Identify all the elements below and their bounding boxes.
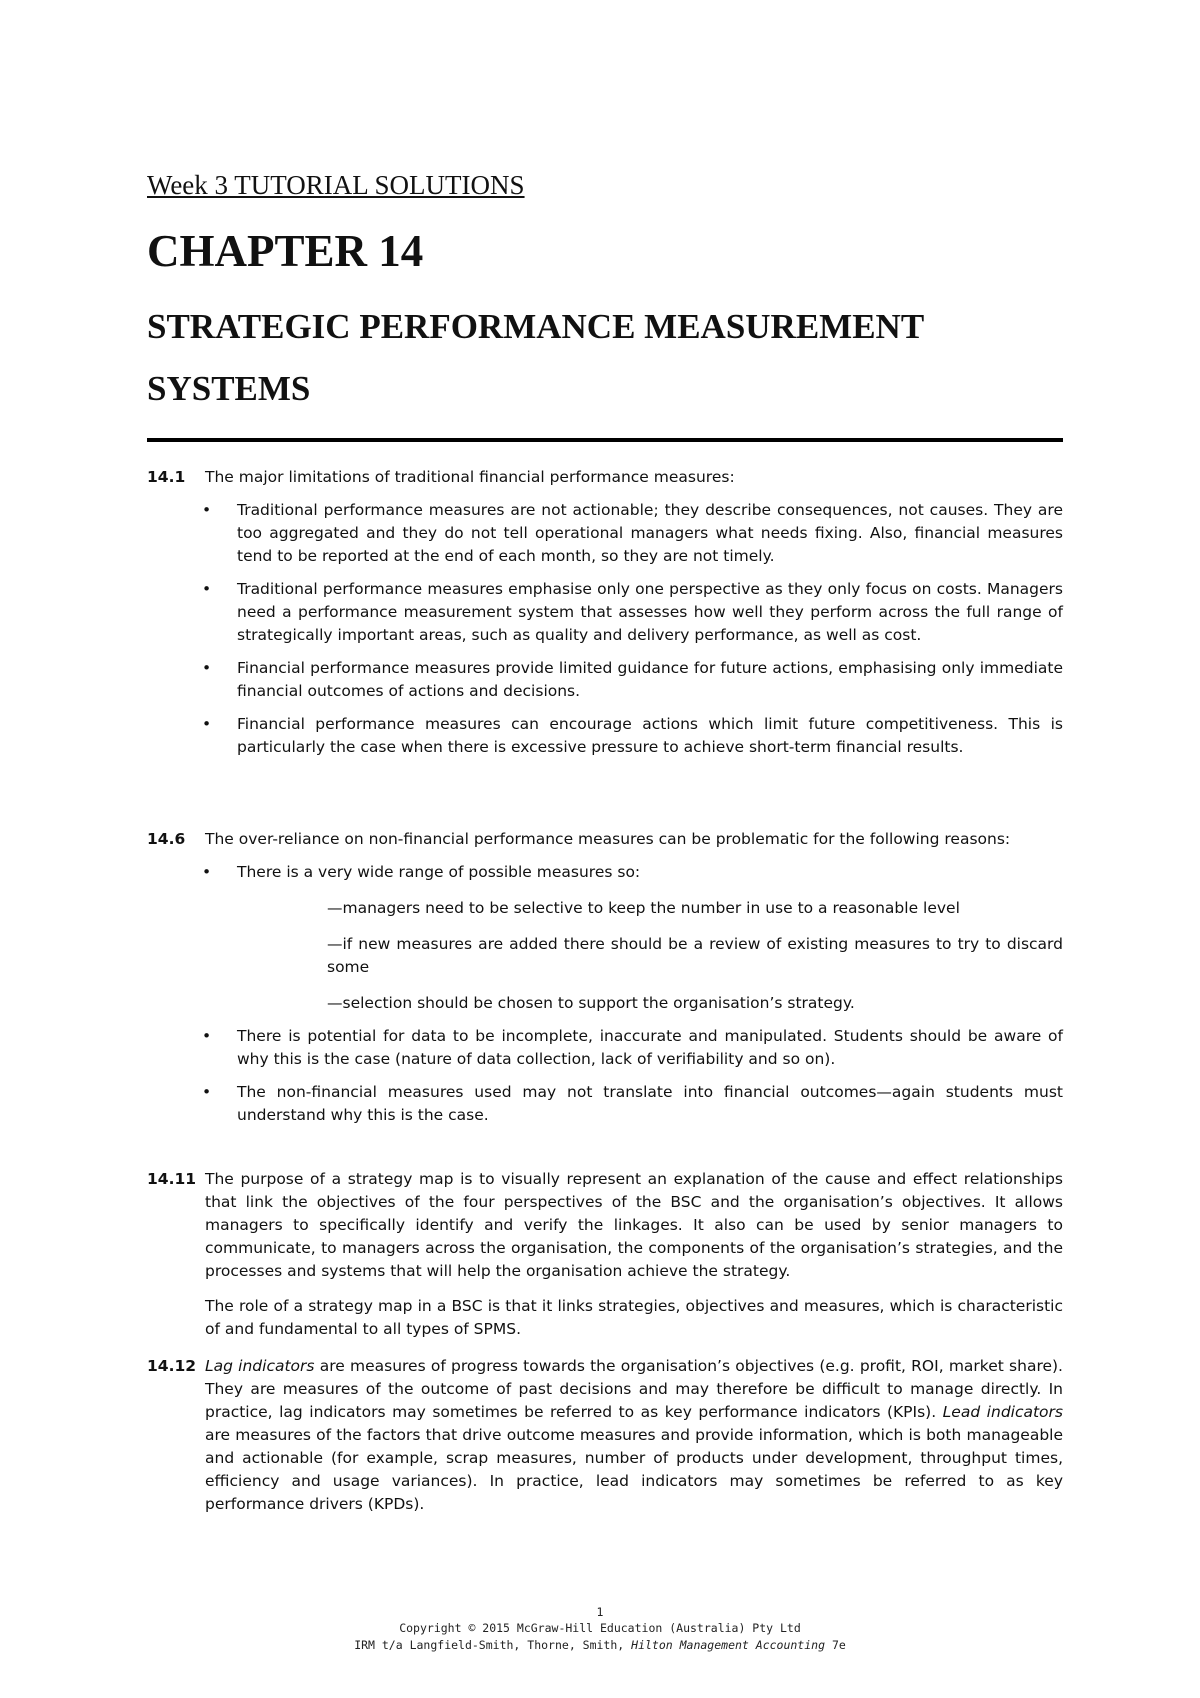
bullet-list — [147, 499, 1063, 759]
list-item — [200, 657, 1063, 703]
subtitle-line-1: STRATEGIC PERFORMANCE MEASUREMENT — [147, 307, 925, 346]
sub-item: —if new measures are added there should be a review of existing measures to try to discard some — [327, 935, 1063, 976]
question-number: 14.12 — [147, 1357, 197, 1375]
lead-indicators-term: Lead indicators — [942, 1403, 1063, 1421]
list-item-text: Financial performance measures provide limited guidance for future actions, emphasising only immediate financial outcomes of actions and decisions. — [237, 659, 1063, 700]
list-item-text: Traditional performance measures are not actionable; they describe consequences, not causes. They are too aggregated and they do not tell operational managers what needs fixing. Also, financial measures tend to be reported at the end of each month, so they are not timely. — [237, 501, 1063, 565]
bullet-icon: • — [202, 659, 212, 677]
list-item-text: Traditional performance measures emphasise only one perspective as they only focus on costs. Managers need a performance measurement system that assesses how well they perform across the full range of strategically important areas, such as quality and delivery performance, as well as cost. — [237, 580, 1063, 644]
list-item-text: There is a very wide range of possible measures so: — [237, 863, 641, 881]
paragraph-text: The purpose of a strategy map is to visually represent an explanation of the cause and effect relationships that link the objectives of the four perspectives of the BSC and the organisation’s objectives. It allows managers to specifically identify and verify the linkages. It also can be used by senior managers to communicate, to managers across the organisation, the components of the organisation’s strategies, and the processes and systems that will help the organisation achieve the strategy. — [205, 1170, 1063, 1280]
bullet-icon: • — [202, 580, 212, 598]
list-item-text: The non-financial measures used may not translate into financial outcomes—again students must understand why this is the case. — [237, 1083, 1063, 1124]
lag-indicators-term: Lag indicators — [205, 1357, 315, 1375]
page-number: 1 — [596, 1605, 604, 1619]
list-item — [200, 713, 1063, 759]
question-number: 14.11 — [147, 1170, 197, 1188]
list-item-text: There is potential for data to be incomplete, inaccurate and manipulated. Students should be aware of why this is the case (nature of data collection, lack of verifiability and so on). — [237, 1027, 1063, 1068]
question-14-1-intro — [147, 466, 1063, 489]
chapter-subtitle — [147, 296, 924, 420]
question-14-6-intro — [147, 828, 1063, 851]
copyright-line: Copyright © 2015 McGraw-Hill Education (Australia) Pty Ltd — [399, 1621, 801, 1635]
list-item — [200, 1025, 1063, 1071]
chapter-title: CHAPTER 14 — [147, 226, 424, 276]
book-title: Hilton Management Accounting — [631, 1638, 826, 1652]
bullet-icon: • — [202, 1027, 212, 1045]
attribution-line — [0, 1637, 1200, 1653]
question-14-6 — [147, 828, 1063, 1137]
sub-item: —managers need to be selective to keep the number in use to a reasonable level — [327, 899, 960, 917]
title-divider — [147, 438, 1063, 442]
list-item — [200, 1081, 1063, 1127]
bullet-icon: • — [202, 501, 212, 519]
list-item — [200, 578, 1063, 647]
edition: 7e — [825, 1638, 846, 1652]
subtitle-line-2: SYSTEMS — [147, 369, 311, 408]
attribution-prefix: IRM t/a Langfield-Smith, Thorne, Smith, — [354, 1638, 632, 1652]
list-item — [200, 499, 1063, 568]
question-14-1 — [147, 466, 1063, 769]
lag-indicators-text: are measures of progress towards the organisation’s objectives (e.g. profit, ROI, market share). They are measures of the outcome of past decisions and may therefore be difficult to manage directly. In practice, lag indicators may sometimes be referred to as key performance indicators (KPIs). — [205, 1357, 1063, 1421]
question-number: 14.1 — [147, 468, 186, 486]
question-14-11-para-2: The role of a strategy map in a BSC is that it links strategies, objectives and measures, which is characteristic of and fundamental to all types of SPMS. — [205, 1297, 1063, 1338]
question-intro-text: The over-reliance on non-financial performance measures can be problematic for the following reasons: — [205, 830, 1011, 848]
list-item — [200, 861, 1063, 1015]
question-intro-text: The major limitations of traditional financial performance measures: — [205, 468, 735, 486]
question-14-12 — [147, 1355, 1063, 1516]
bullet-icon: • — [202, 863, 212, 881]
question-number: 14.6 — [147, 830, 186, 848]
question-14-12-para — [147, 1355, 1063, 1516]
bullet-icon: • — [202, 715, 212, 733]
lead-indicators-text: are measures of the factors that drive outcome measures and provide information, which is both manageable and actionable (for example, scrap measures, number of products under development, throughput times, efficiency and usage variances). In practice, lead indicators may sometimes be referred to as key performance drivers (KPDs). — [205, 1426, 1063, 1513]
question-14-11-para-1 — [147, 1168, 1063, 1283]
page-content — [147, 168, 1063, 1513]
sub-item: —selection should be chosen to support the organisation’s strategy. — [327, 994, 855, 1012]
bullet-list — [147, 861, 1063, 1127]
bullet-icon: • — [202, 1083, 212, 1101]
list-item-text: Financial performance measures can encourage actions which limit future competitiveness. This is particularly the case when there is excessive pressure to achieve short-term financial results. — [237, 715, 1063, 756]
week-title: Week 3 TUTORIAL SOLUTIONS — [147, 170, 525, 200]
question-14-11 — [147, 1168, 1063, 1341]
